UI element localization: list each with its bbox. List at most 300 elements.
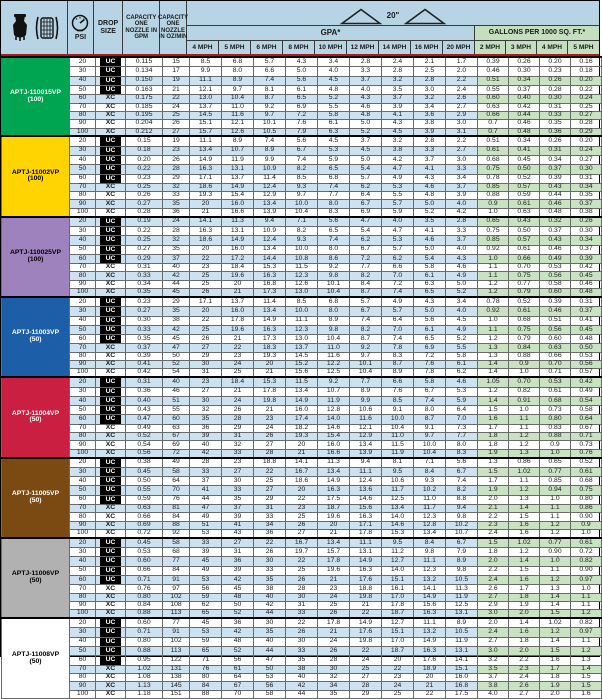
gpa-cell: 9.3 bbox=[286, 183, 318, 191]
gpa-cell: 4.7 bbox=[382, 165, 414, 174]
gpa-cell: 12.6 bbox=[286, 280, 318, 288]
table-row bbox=[2, 217, 602, 227]
gallons-cell: 2.0 bbox=[478, 495, 509, 504]
psi-cell: 60 bbox=[70, 415, 96, 424]
capacity-gpm-cell: 0.52 bbox=[126, 433, 163, 441]
gpa-cell: 25 bbox=[318, 601, 350, 609]
gpa-cell: 10.7 bbox=[318, 387, 350, 396]
gpa-cell: 23 bbox=[222, 458, 254, 468]
psi-cell: 30 bbox=[70, 628, 96, 637]
drop-size-value: UC bbox=[100, 459, 121, 467]
gpa-cell: 3.4 bbox=[414, 103, 446, 111]
gpa-cell: 8.2 bbox=[446, 486, 478, 495]
capacity-oz-cell: 58 bbox=[163, 538, 190, 548]
psi-cell: 90 bbox=[70, 280, 96, 288]
capacity-oz-cell: 19 bbox=[163, 76, 190, 85]
drop-size-cell bbox=[96, 682, 126, 690]
gallons-cell: 1.1 bbox=[509, 477, 540, 486]
gpa-cell: 49 bbox=[190, 513, 222, 521]
gpa-cell: 17.8 bbox=[382, 601, 414, 609]
gpa-cell: 7.2 bbox=[286, 111, 318, 119]
gallons-cell: 0.73 bbox=[571, 441, 602, 449]
gallons-cell: 1.8 bbox=[540, 673, 571, 681]
drop-size-value: UC bbox=[100, 619, 121, 627]
drop-size-cell bbox=[96, 396, 126, 405]
drop-size-value: UC bbox=[100, 86, 121, 94]
gpa-cell: 17.8 bbox=[318, 618, 350, 628]
drop-size-value: UC bbox=[100, 647, 121, 655]
gallons-cell: 0.50 bbox=[509, 226, 540, 235]
gpa-cell: 24 bbox=[350, 656, 382, 665]
table-row bbox=[2, 656, 602, 665]
gpa-cell: 65 bbox=[190, 647, 222, 656]
gallons-cell: 0.61 bbox=[509, 245, 540, 254]
nozzle-label bbox=[2, 57, 70, 136]
capacity-gpm-cell: 0.25 bbox=[126, 183, 163, 191]
gpa-speed-header: 14 MPH bbox=[379, 41, 411, 54]
drop-size-value: UC bbox=[100, 415, 121, 423]
capacity-oz-cell: 35 bbox=[163, 245, 190, 254]
gpa-cell: 8.9 bbox=[222, 136, 254, 146]
capacity-oz-cell: 52 bbox=[163, 361, 190, 369]
nozzle-strainer: (100) bbox=[27, 175, 44, 183]
gpa-cell: 2.8 bbox=[446, 217, 478, 227]
table-row bbox=[2, 192, 602, 200]
psi-cell: 100 bbox=[70, 449, 96, 457]
drop-size-cell bbox=[96, 155, 126, 164]
gpa-cell: 35 bbox=[190, 415, 222, 424]
psi-cell: 90 bbox=[70, 120, 96, 128]
gallons-cell: 1.2 bbox=[540, 529, 571, 537]
gpa-cell: 8.9 bbox=[222, 76, 254, 85]
gpa-cell: 21 bbox=[318, 576, 350, 585]
gallons-cell: 0.20 bbox=[571, 76, 602, 85]
gpa-cell: 3.4 bbox=[318, 57, 350, 67]
gpa-cell: 28 bbox=[286, 585, 318, 593]
gpa-cell: 9.1 bbox=[382, 406, 414, 415]
gpa-cell: 15.6 bbox=[414, 601, 446, 609]
gallons-cell: 0.9 bbox=[571, 521, 602, 529]
drop-size-cell bbox=[96, 254, 126, 263]
gpa-cell: 21 bbox=[414, 682, 446, 690]
psi-cell: 90 bbox=[70, 601, 96, 609]
gallons-cell: 0.75 bbox=[571, 486, 602, 495]
gpa-cell: 10.0 bbox=[286, 307, 318, 316]
gpa-cell: 5.2 bbox=[446, 335, 478, 344]
gallons-cell: 0.53 bbox=[571, 352, 602, 360]
gpa-speed-header: 6 MPH bbox=[251, 41, 283, 54]
gpa-cell: 11.1 bbox=[350, 467, 382, 476]
gpa-cell: 19.3 bbox=[190, 192, 222, 200]
gpa-cell: 4.0 bbox=[446, 245, 478, 254]
gpa-cell: 14.9 bbox=[222, 236, 254, 245]
psi-cell: 30 bbox=[70, 307, 96, 316]
gpa-cell: 11.6 bbox=[222, 111, 254, 119]
drop-size-cell bbox=[96, 486, 126, 495]
gpa-cell: 13.7 bbox=[222, 174, 254, 183]
gpa-speed-header: 8 MPH bbox=[283, 41, 315, 54]
gpa-cell: 13.7 bbox=[286, 344, 318, 352]
gallons-cell: 1.5 bbox=[478, 538, 509, 548]
gallons-cell: 1.4 bbox=[571, 665, 602, 673]
gpa-cell: 9.9 bbox=[190, 67, 222, 76]
capacity-oz-cell: 26 bbox=[163, 120, 190, 128]
gallons-cell: 0.86 bbox=[509, 458, 540, 468]
gpa-cell: 26 bbox=[190, 335, 222, 344]
gallons-cell: 4.0 bbox=[478, 690, 509, 698]
gpa-cell: 24 bbox=[222, 396, 254, 405]
gpa-cell: 13.7 bbox=[222, 297, 254, 307]
drop-size-cell bbox=[96, 146, 126, 155]
mph-header-row bbox=[187, 41, 599, 54]
gallons-cell: 0.52 bbox=[571, 458, 602, 468]
capacity-gpm-cell: 0.28 bbox=[126, 208, 163, 216]
gpa-cell: 22 bbox=[382, 665, 414, 673]
gpa-cell: 3.3 bbox=[414, 146, 446, 155]
capacity-gpm-cell: 0.59 bbox=[126, 495, 163, 504]
drop-size-value: UC bbox=[100, 496, 121, 504]
gpa-cell: 2.9 bbox=[446, 111, 478, 119]
gpa-cell: 16.0 bbox=[446, 673, 478, 681]
spray-spacing-diagram bbox=[187, 1, 599, 26]
gallons-cell: 1.4 bbox=[509, 557, 540, 566]
drop-size-header: DROP SIZE bbox=[94, 1, 124, 54]
gpa-cell: 14.4 bbox=[254, 254, 286, 263]
gpa-cell: 7.1 bbox=[414, 458, 446, 468]
gallons-cell: 0.65 bbox=[478, 217, 509, 227]
capacity-oz-cell: 29 bbox=[163, 174, 190, 183]
gpa-cell: 64 bbox=[222, 673, 254, 681]
drop-size-value: UC bbox=[100, 567, 121, 575]
gpa-cell: 31 bbox=[286, 601, 318, 609]
capacity-gpm-cell: 0.26 bbox=[126, 192, 163, 200]
gpa-cell: 25 bbox=[350, 665, 382, 673]
gpa-cell: 12.5 bbox=[318, 369, 350, 377]
gpa-cell: 58 bbox=[254, 690, 286, 698]
gpa-cell: 8.7 bbox=[350, 335, 382, 344]
gpa-cell: 25 bbox=[222, 369, 254, 377]
gpa-cell: 11.6 bbox=[318, 352, 350, 360]
capacity-oz-cell: 113 bbox=[163, 610, 190, 618]
gpa-cell: 4.8 bbox=[414, 192, 446, 200]
gallons-cell: 0.30 bbox=[571, 165, 602, 174]
gallons-cell: 0.97 bbox=[571, 628, 602, 637]
gallons-cell: 1.5 bbox=[478, 467, 509, 476]
gpa-cell: 11.1 bbox=[350, 538, 382, 548]
gallons-cell: 1.0 bbox=[540, 557, 571, 566]
gpa-cell: 33 bbox=[190, 467, 222, 476]
capacity-oz-cell: 102 bbox=[163, 593, 190, 601]
gpa-cell: 12.1 bbox=[222, 120, 254, 128]
gpa-cell: 6.2 bbox=[350, 183, 382, 191]
gpa-cell: 15.1 bbox=[382, 628, 414, 637]
gpa-cell: 6.4 bbox=[350, 192, 382, 200]
gallons-cell: 0.49 bbox=[540, 254, 571, 263]
gpa-cell: 5.5 bbox=[446, 344, 478, 352]
gpa-cell: 8.5 bbox=[286, 174, 318, 183]
gpa-cell: 2.7 bbox=[446, 146, 478, 155]
gpa-cell: 26 bbox=[286, 576, 318, 585]
gpa-cell: 6.7 bbox=[446, 538, 478, 548]
gallons-cell: 0.38 bbox=[571, 208, 602, 216]
gpa-cell: 6.3 bbox=[414, 280, 446, 288]
gpa-cell: 8.6 bbox=[318, 254, 350, 263]
capacity-gpm-cell: 0.95 bbox=[126, 656, 163, 665]
table-row bbox=[2, 449, 602, 457]
gallons-cell: 0.35 bbox=[571, 192, 602, 200]
gpa-cell: 7.4 bbox=[318, 183, 350, 191]
gpa-cell: 80 bbox=[190, 673, 222, 681]
gpa-cell: 35 bbox=[222, 495, 254, 504]
capacity-oz-cell: 44 bbox=[163, 280, 190, 288]
drop-size-value: UC bbox=[100, 58, 121, 66]
psi-cell: 100 bbox=[70, 128, 96, 136]
gpa-cell: 18.2 bbox=[286, 424, 318, 432]
gpa-cell: 29 bbox=[222, 424, 254, 432]
gallons-cell: 1.2 bbox=[509, 486, 540, 495]
gallons-cell: 0.58 bbox=[540, 280, 571, 288]
capacity-gpm-cell: 0.23 bbox=[126, 174, 163, 183]
nozzle-strainer: (100) bbox=[27, 255, 44, 263]
gpa-cell: 6.8 bbox=[222, 57, 254, 67]
gpa-cell: 4.9 bbox=[382, 297, 414, 307]
gpa-cell: 20 bbox=[190, 245, 222, 254]
drop-size-value: XC bbox=[105, 448, 116, 456]
gpa-cell: 6.2 bbox=[446, 369, 478, 377]
capacity-oz-cell: 35 bbox=[163, 307, 190, 316]
drop-size-cell bbox=[96, 656, 126, 665]
capacity-gpm-cell: 0.47 bbox=[126, 415, 163, 424]
table-row bbox=[2, 226, 602, 235]
gallons-cell: 0.61 bbox=[478, 146, 509, 155]
gpa-cell: 35 bbox=[254, 628, 286, 637]
gpa-cell: 19.8 bbox=[350, 637, 382, 646]
gallons-cell: 0.68 bbox=[509, 316, 540, 325]
gallons-cell: 0.39 bbox=[478, 57, 509, 67]
table-row bbox=[2, 387, 602, 396]
psi-cell: 50 bbox=[70, 406, 96, 415]
gpa-cell: 11.3 bbox=[318, 458, 350, 468]
capacity-oz-cell: 138 bbox=[163, 673, 190, 681]
gallons-cell: 0.51 bbox=[478, 136, 509, 146]
nozzle-label bbox=[2, 297, 70, 377]
gpa-cell: 8.3 bbox=[382, 352, 414, 360]
table-row bbox=[2, 57, 602, 67]
gpa-cell: 7.2 bbox=[382, 280, 414, 288]
gpa-cell: 19.8 bbox=[254, 396, 286, 405]
gallons-cell: 0.77 bbox=[509, 280, 540, 288]
table-row bbox=[2, 289, 602, 297]
gpa-cell: 9.8 bbox=[414, 548, 446, 557]
gpa-cell: 7.4 bbox=[254, 136, 286, 146]
gallons-cell: 0.28 bbox=[571, 120, 602, 128]
gpa-cell: 12.9 bbox=[350, 433, 382, 441]
gpa-cell: 18.6 bbox=[190, 236, 222, 245]
gallons-cell: 1.4 bbox=[540, 593, 571, 601]
gpa-cell: 7.6 bbox=[414, 361, 446, 369]
gpa-cell: 40 bbox=[254, 593, 286, 601]
gpa-cell: 13.9 bbox=[350, 449, 382, 457]
gpa-cell: 22 bbox=[254, 538, 286, 548]
capacity-oz-cell: 40 bbox=[163, 377, 190, 387]
capacity-oz-cell: 102 bbox=[163, 637, 190, 646]
psi-cell: 80 bbox=[70, 593, 96, 601]
gallons-cell: 0.22 bbox=[571, 85, 602, 94]
gallons-cell: 0.34 bbox=[571, 183, 602, 191]
gpa-cell: 10.1 bbox=[254, 120, 286, 128]
gallons-cell: 1.0 bbox=[509, 369, 540, 377]
gallons-cell: 1.0 bbox=[540, 495, 571, 504]
gallons-cell: 0.56 bbox=[571, 361, 602, 369]
gallons-cell: 0.82 bbox=[509, 387, 540, 396]
capacity-oz-cell: 35 bbox=[163, 200, 190, 208]
psi-cell: 50 bbox=[70, 325, 96, 334]
table-row bbox=[2, 120, 602, 128]
psi-cell: 90 bbox=[70, 441, 96, 449]
drop-size-value: XC bbox=[105, 609, 116, 617]
gpa-cell: 7.8 bbox=[414, 369, 446, 377]
table-row bbox=[2, 155, 602, 164]
capacity-oz-cell: 51 bbox=[163, 396, 190, 405]
gpa-cell: 14.9 bbox=[414, 593, 446, 601]
gallons-cell: 0.76 bbox=[571, 449, 602, 457]
table-row bbox=[2, 325, 602, 334]
gallons-cell: 0.88 bbox=[540, 433, 571, 441]
gpa-cell: 5.8 bbox=[446, 352, 478, 360]
gpa-cell: 11.1 bbox=[190, 136, 222, 146]
gpa-cell: 15.1 bbox=[446, 665, 478, 673]
gallons-cell: 0.20 bbox=[571, 136, 602, 146]
gpa-cell: 28 bbox=[254, 449, 286, 457]
gallons-cell: 1.7 bbox=[478, 477, 509, 486]
gpa-cell: 53 bbox=[190, 576, 222, 585]
capacity-oz-cell: 76 bbox=[163, 495, 190, 504]
gpa-cell: 12.3 bbox=[414, 513, 446, 521]
gpa-cell: 11.9 bbox=[446, 637, 478, 646]
gpa-cell: 10.9 bbox=[254, 226, 286, 235]
nozzle-icons-cell bbox=[1, 1, 68, 54]
table-row bbox=[2, 458, 602, 468]
drop-size-cell bbox=[96, 165, 126, 174]
psi-cell: 40 bbox=[70, 396, 96, 405]
gallons-cell: 0.90 bbox=[571, 566, 602, 575]
gpa-cell: 84 bbox=[190, 682, 222, 690]
capacity-gpm-cell: 0.42 bbox=[126, 369, 163, 377]
gallons-cell: 0.61 bbox=[540, 387, 571, 396]
gallons-cell: 1.0 bbox=[540, 449, 571, 457]
drop-size-cell bbox=[96, 217, 126, 227]
gpa-cell: 13.1 bbox=[222, 165, 254, 174]
gpa-cell: 3.2 bbox=[382, 136, 414, 146]
gallons-cell: 1.3 bbox=[478, 352, 509, 360]
gpa-cell: 10.2 bbox=[446, 521, 478, 529]
gpa-cell: 2.8 bbox=[414, 76, 446, 85]
gpa-cell: 6.5 bbox=[318, 226, 350, 235]
gpa-cell: 3.2 bbox=[414, 95, 446, 103]
gallons-cell: 0.27 bbox=[571, 111, 602, 119]
nozzle-strainer: (50) bbox=[29, 496, 42, 504]
gpa-cell: 22 bbox=[350, 647, 382, 656]
gallons-cell: 1.2 bbox=[540, 628, 571, 637]
gallons-cell: 0.9 bbox=[478, 200, 509, 208]
table-row bbox=[2, 690, 602, 698]
gpa-cell: 51 bbox=[190, 521, 222, 529]
gpa-cell: 11.0 bbox=[382, 433, 414, 441]
gpa-cell: 16.0 bbox=[286, 406, 318, 415]
gpa-cell: 2.7 bbox=[446, 103, 478, 111]
drop-size-cell bbox=[96, 325, 126, 334]
drop-size-value: UC bbox=[100, 628, 121, 636]
gpa-cell: 12.4 bbox=[254, 236, 286, 245]
gallons-cell: 0.44 bbox=[540, 192, 571, 200]
table-row bbox=[2, 406, 602, 415]
gpa-cell: 28 bbox=[318, 656, 350, 665]
gpa-cell: 33 bbox=[190, 538, 222, 548]
gpa-cell: 3.2 bbox=[382, 76, 414, 85]
gpa-cell: 22 bbox=[286, 618, 318, 628]
gpa-cell: 28 bbox=[350, 682, 382, 690]
table-row bbox=[2, 85, 602, 94]
gallons-cell: 3.0 bbox=[478, 647, 509, 656]
drop-size-value: UC bbox=[100, 548, 121, 556]
capacity-oz-cell: 84 bbox=[163, 566, 190, 575]
gpa-cell: 14.0 bbox=[382, 566, 414, 575]
gpa-cell: 30 bbox=[318, 665, 350, 673]
gallons-speed-header: 2 MPH bbox=[475, 41, 506, 54]
drop-size-cell bbox=[96, 557, 126, 566]
capacity-oz-cell: 122 bbox=[163, 656, 190, 665]
psi-cell: 20 bbox=[70, 618, 96, 628]
gpa-cell: 8.7 bbox=[254, 95, 286, 103]
drop-size-value: XC bbox=[105, 529, 116, 536]
psi-cell: 30 bbox=[70, 387, 96, 396]
gpa-cell: 21 bbox=[254, 369, 286, 377]
gallons-cell: 0.50 bbox=[509, 165, 540, 174]
capacity-gpm-cell: 0.39 bbox=[126, 352, 163, 360]
gpa-cell: 8.2 bbox=[350, 325, 382, 334]
gpa-cell: 11.9 bbox=[222, 155, 254, 164]
gallons-cell: 1.1 bbox=[478, 325, 509, 334]
gallons-cell: 0.68 bbox=[540, 396, 571, 405]
drop-size-cell bbox=[96, 245, 126, 254]
drop-size-cell bbox=[96, 585, 126, 593]
gpa-cell: 9.3 bbox=[414, 477, 446, 486]
gallons-cell: 0.32 bbox=[540, 217, 571, 227]
drop-size-value: XC bbox=[105, 520, 116, 528]
gallons-cell: 1.9 bbox=[478, 449, 509, 457]
drop-size-value: UC bbox=[100, 388, 121, 396]
gpa-cell: 7.7 bbox=[350, 377, 382, 387]
gpa-cell: 20 bbox=[190, 200, 222, 208]
gallons-cell: 1.02 bbox=[540, 618, 571, 628]
gpa-cell: 8.8 bbox=[446, 495, 478, 504]
gpa-cell: 7.4 bbox=[414, 396, 446, 405]
capacity-gpm-cell: 0.27 bbox=[126, 245, 163, 254]
psi-cell: 50 bbox=[70, 566, 96, 575]
gpa-cell: 8.2 bbox=[286, 165, 318, 174]
capacity-gpm-cell: 0.29 bbox=[126, 254, 163, 263]
gpa-cell: 35 bbox=[286, 656, 318, 665]
drop-size-value: UC bbox=[100, 156, 121, 164]
gallons-cell: 1.2 bbox=[509, 433, 540, 441]
gpa-cell: 18.9 bbox=[414, 665, 446, 673]
drop-size-cell bbox=[96, 449, 126, 457]
gpa-cell: 5.3 bbox=[446, 387, 478, 396]
drop-size-value: UC bbox=[100, 77, 121, 85]
nozzle-label bbox=[2, 217, 70, 297]
gpa-cell: 6.5 bbox=[286, 95, 318, 103]
gpa-cell: 10.5 bbox=[254, 128, 286, 136]
